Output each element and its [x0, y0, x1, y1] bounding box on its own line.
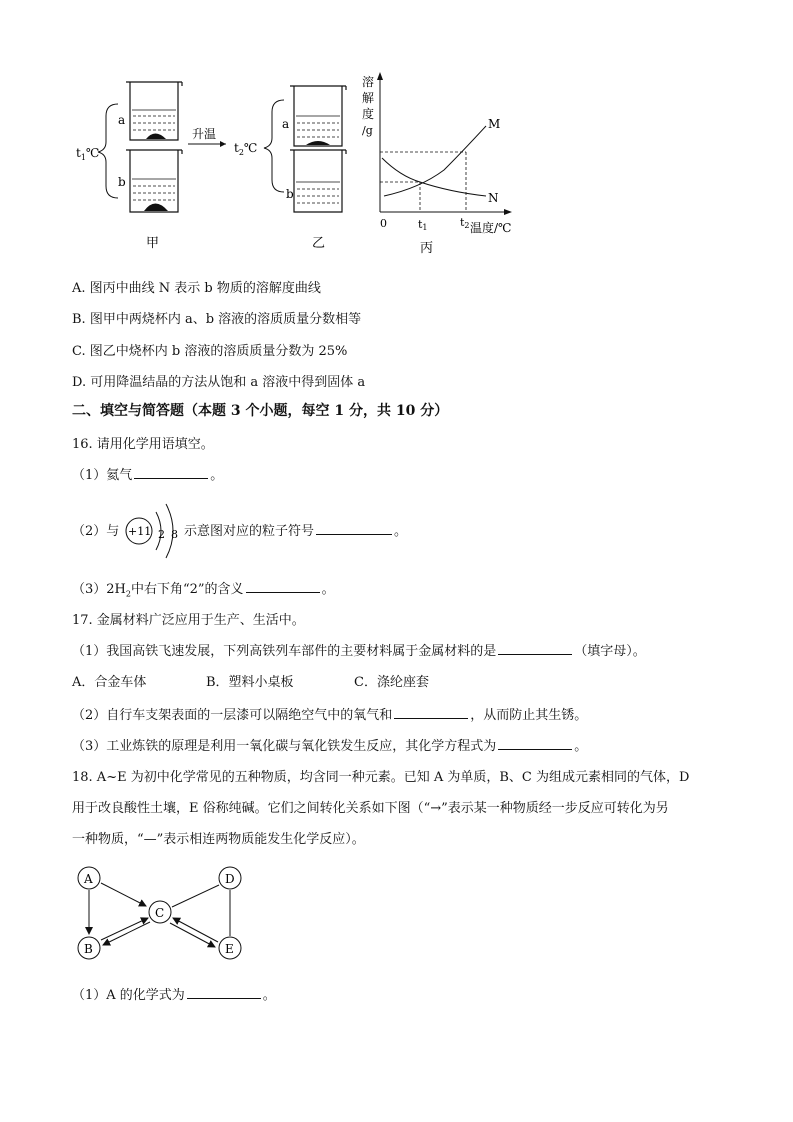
q17-part1: [72, 640, 646, 659]
q18-stem-line2: 用于改良酸性土壤，E 俗称纯碱。它们之间转化关系如下图（“→”表示某一种物质经一步反应可转化为另: [72, 801, 669, 816]
bing-y-label-3: 度: [362, 107, 375, 121]
q17-part2: [72, 704, 587, 723]
atomic-structure-diagram: [120, 498, 186, 564]
bing-t1: t1: [418, 218, 428, 232]
bing-y-label-1: 溶: [362, 75, 375, 89]
q16-part1-text: （1）氦气: [72, 468, 133, 483]
yi-temp-label: $t_2℃$: [234, 141, 258, 157]
node-e-label: E: [225, 942, 234, 956]
nucleus-charge: +11: [128, 525, 152, 538]
q16-part3-pre: （3）2H: [72, 582, 126, 597]
jia-arrow-label: 升温: [192, 127, 217, 141]
q17-part3-blank[interactable]: [498, 737, 572, 750]
jia-beaker-b: [126, 150, 182, 212]
jia-caption: 甲: [146, 236, 160, 251]
node-a-label: A: [84, 872, 93, 886]
q16-part1-end: 。: [210, 468, 224, 483]
q17-stem: 17. 金属材料广泛应用于生产、生活中。: [72, 613, 305, 628]
q17-part1-text: （1）我国高铁飞速发展，下列高铁列车部件的主要材料属于金属材料的是: [72, 644, 497, 659]
jia-solid-a: [146, 134, 166, 140]
option-a: A. 图丙中曲线 N 表示 b 物质的溶解度曲线: [72, 281, 321, 296]
arrow-e-to-c: [173, 918, 218, 942]
yi-beaker-b-label: b: [286, 187, 294, 201]
q16-part2-pre: （2）与: [72, 524, 120, 539]
bing-y-label-2: 解: [362, 91, 375, 105]
jia-brace: [98, 104, 118, 198]
q17-option-a: A．合金车体: [72, 675, 147, 690]
q17-part3: [72, 735, 587, 754]
solubility-figure: [70, 70, 530, 260]
q17-part2-end: ，从而防止其生锈。: [470, 708, 588, 723]
q16-part2-end: 。: [394, 524, 408, 539]
figure-yi: [234, 86, 346, 251]
q16-part2-text: 示意图对应的粒子符号: [184, 524, 315, 539]
q16-part1: [72, 464, 223, 483]
q18-stem-line1: 18. A~E 为初中化学常见的五种物质，均含同一种元素。已知 A 为单质，B、C 为组成元素相同的气体，D: [72, 770, 690, 785]
q16-part2-blank[interactable]: [316, 522, 392, 535]
jia-beaker-a: [126, 82, 182, 140]
q17-part2-text: （2）自行车支架表面的一层漆可以隔绝空气中的氧气和: [72, 708, 393, 723]
bing-t2: t2: [460, 216, 470, 230]
arrow-b-to-c: [101, 918, 148, 940]
q16-part3-end: 。: [321, 582, 335, 597]
q18-part1-text: （1）A 的化学式为: [72, 988, 185, 1003]
yi-caption: 乙: [312, 236, 326, 251]
electron-count-1: 2: [158, 528, 165, 541]
option-b: B. 图甲中两烧杯内 a、b 溶液的溶质质量分数相等: [72, 312, 362, 327]
electron-count-2: 8: [171, 528, 178, 541]
link-d-c: [172, 885, 219, 907]
section2-heading: 二、填空与简答题（本题 3 个小题，每空 1 分，共 10 分）: [72, 403, 449, 419]
q16-part3-blank[interactable]: [246, 580, 320, 593]
bing-x-label: 温度/℃: [470, 221, 512, 235]
yi-beaker-b: [290, 150, 346, 212]
bing-curve-m: [384, 126, 486, 196]
arrow-c-to-b: [103, 922, 150, 945]
bing-origin: 0: [380, 217, 387, 230]
relation-diagram: [70, 860, 260, 970]
q17-part3-text: （3）工业炼铁的原理是利用一氧化碳与氧化铁发生反应，其化学方程式为: [72, 739, 497, 754]
arrow-c-to-e: [170, 923, 215, 947]
q16-part3: [72, 578, 335, 599]
jia-temp-label: $t_1℃$: [76, 146, 100, 162]
option-c: C. 图乙中烧杯内 b 溶液的溶质质量分数为 25%: [72, 344, 348, 359]
q16-stem: 16. 请用化学用语填空。: [72, 437, 214, 452]
jia-beaker-b-label: b: [118, 175, 126, 189]
figure-bing: [362, 72, 512, 256]
q17-part1-end: （填字母）。: [574, 644, 646, 659]
bing-caption: 丙: [420, 241, 434, 256]
q17-part2-blank[interactable]: [394, 706, 468, 719]
yi-beaker-a-label: a: [282, 117, 290, 131]
bing-y-label-4: /g: [362, 124, 373, 137]
option-d: D. 可用降温结晶的方法从饱和 a 溶液中得到固体 a: [72, 375, 366, 390]
q18-part1-end: 。: [262, 988, 276, 1003]
yi-solid-a: [306, 141, 330, 145]
q17-option-c: C．涤纶座套: [354, 675, 429, 690]
bing-curve-n-label: N: [488, 191, 499, 205]
q16-part1-blank[interactable]: [134, 466, 208, 479]
q18-part1-blank[interactable]: [187, 986, 261, 999]
jia-beaker-a-label: a: [118, 113, 126, 127]
q16-part2: [184, 520, 407, 539]
q17-part1-blank[interactable]: [498, 642, 572, 655]
node-b-label: B: [84, 942, 93, 956]
node-c-label: C: [155, 906, 165, 920]
node-d-label: D: [225, 872, 235, 886]
jia-solid-b: [144, 204, 168, 212]
q18-stem-line3: 一种物质，“—”表示相连两物质能发生化学反应）。: [72, 832, 365, 847]
q16-part3-sub: 2: [125, 589, 131, 599]
figure-jia: [76, 82, 226, 251]
q17-part3-end: 。: [574, 739, 588, 754]
q16-part3-text: 中右下角“2”的含义: [130, 582, 244, 597]
arrow-a-to-c: [101, 883, 146, 906]
bing-curve-m-label: M: [488, 117, 501, 131]
yi-brace: [264, 100, 284, 192]
q17-option-b: B．塑料小桌板: [206, 675, 294, 690]
q18-part1: [72, 984, 276, 1003]
yi-beaker-a: [290, 86, 346, 146]
